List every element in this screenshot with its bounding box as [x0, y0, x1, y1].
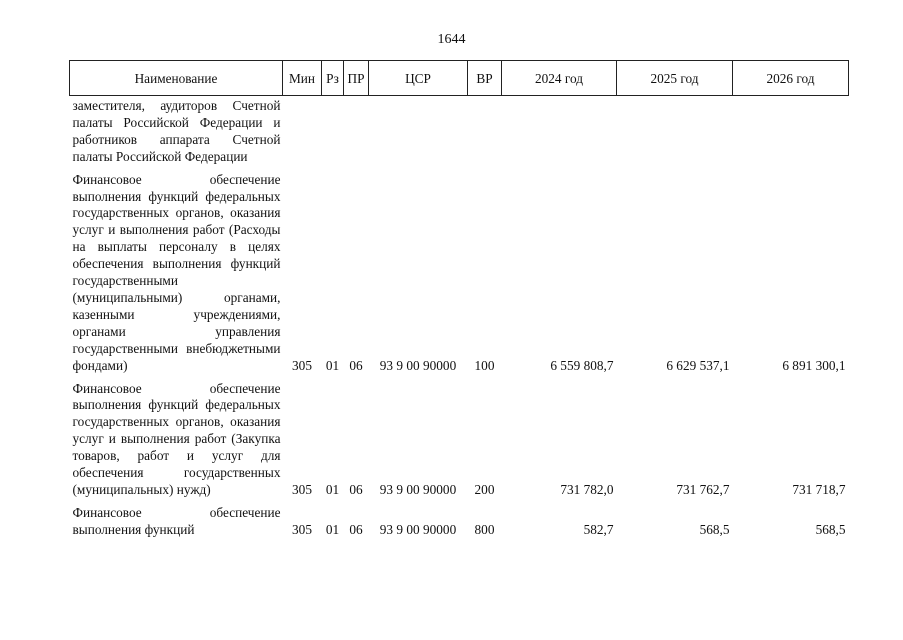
row-min [283, 96, 322, 172]
row-2026: 731 718,7 [792, 481, 846, 497]
row-2025 [617, 96, 733, 172]
table-row [70, 172, 849, 381]
row-csr [369, 96, 468, 172]
header-csr: ЦСР [369, 61, 468, 96]
row-name: Финансовое обеспечение выполнения функций федеральных государственных органов, оказания услуг и выполнения работ (Закупка товаров, работ и услуг для обеспечения государственных (муниципальных) нужд) [72, 380, 281, 497]
row-2026: 6 891 300,1 [782, 357, 846, 373]
row-2024: 6 559 808,7 [550, 357, 614, 373]
row-min: 305 [292, 521, 312, 537]
row-min: 305 [292, 481, 312, 497]
row-vr [468, 96, 502, 172]
row-pr: 06 [349, 357, 363, 373]
row-vr: 800 [474, 521, 495, 537]
row-min: 305 [292, 357, 312, 373]
row-pr [344, 96, 369, 172]
header-2025: 2025 год [617, 61, 733, 96]
row-pr: 06 [349, 481, 363, 497]
row-name: заместителя, аудиторов Счетной палаты Российской Федерации и работников аппарата Счетной палаты Российской Федерации [72, 98, 281, 164]
row-2024 [502, 96, 617, 172]
header-vr: ВР [468, 61, 502, 96]
page-number: 1644 [437, 32, 466, 47]
row-vr: 100 [474, 357, 495, 373]
row-csr: 93 9 00 90000 [379, 357, 457, 373]
table-row [70, 96, 849, 172]
row-2025: 731 762,7 [676, 481, 730, 497]
row-rz [322, 96, 344, 172]
row-csr: 93 9 00 90000 [379, 521, 457, 537]
row-2026: 568,5 [815, 521, 846, 537]
row-2025: 6 629 537,1 [666, 357, 730, 373]
header-2026: 2026 год [733, 61, 849, 96]
row-2025: 568,5 [699, 521, 730, 537]
row-name: Финансовое обеспечение выполнения функций федеральных государственных органов, оказания услуг и выполнения работ (Расходы на выплаты персоналу в целях обеспечения выполнения функций государственными (муниципальными) органами, казенными учреждениями, органами управления государственными внебюджетными фондами) [72, 171, 281, 373]
budget-table [69, 60, 849, 545]
row-2024: 731 782,0 [560, 481, 614, 497]
row-name: Финансовое обеспечение выполнения функций [72, 504, 281, 537]
row-2026 [733, 96, 849, 172]
table-row [70, 381, 849, 505]
row-pr: 06 [349, 521, 363, 537]
row-csr: 93 9 00 90000 [379, 481, 457, 497]
row-rz: 01 [325, 481, 340, 497]
header-min: Мин [283, 61, 322, 96]
row-2024: 582,7 [583, 521, 614, 537]
header-rz: Рз [322, 61, 344, 96]
header-pr: ПР [344, 61, 369, 96]
row-rz: 01 [325, 521, 340, 537]
row-vr: 200 [474, 481, 495, 497]
row-rz: 01 [325, 357, 340, 373]
header-2024: 2024 год [502, 61, 617, 96]
header-name: Наименование [70, 61, 283, 96]
table-header-row [70, 61, 849, 96]
table-row [70, 505, 849, 545]
